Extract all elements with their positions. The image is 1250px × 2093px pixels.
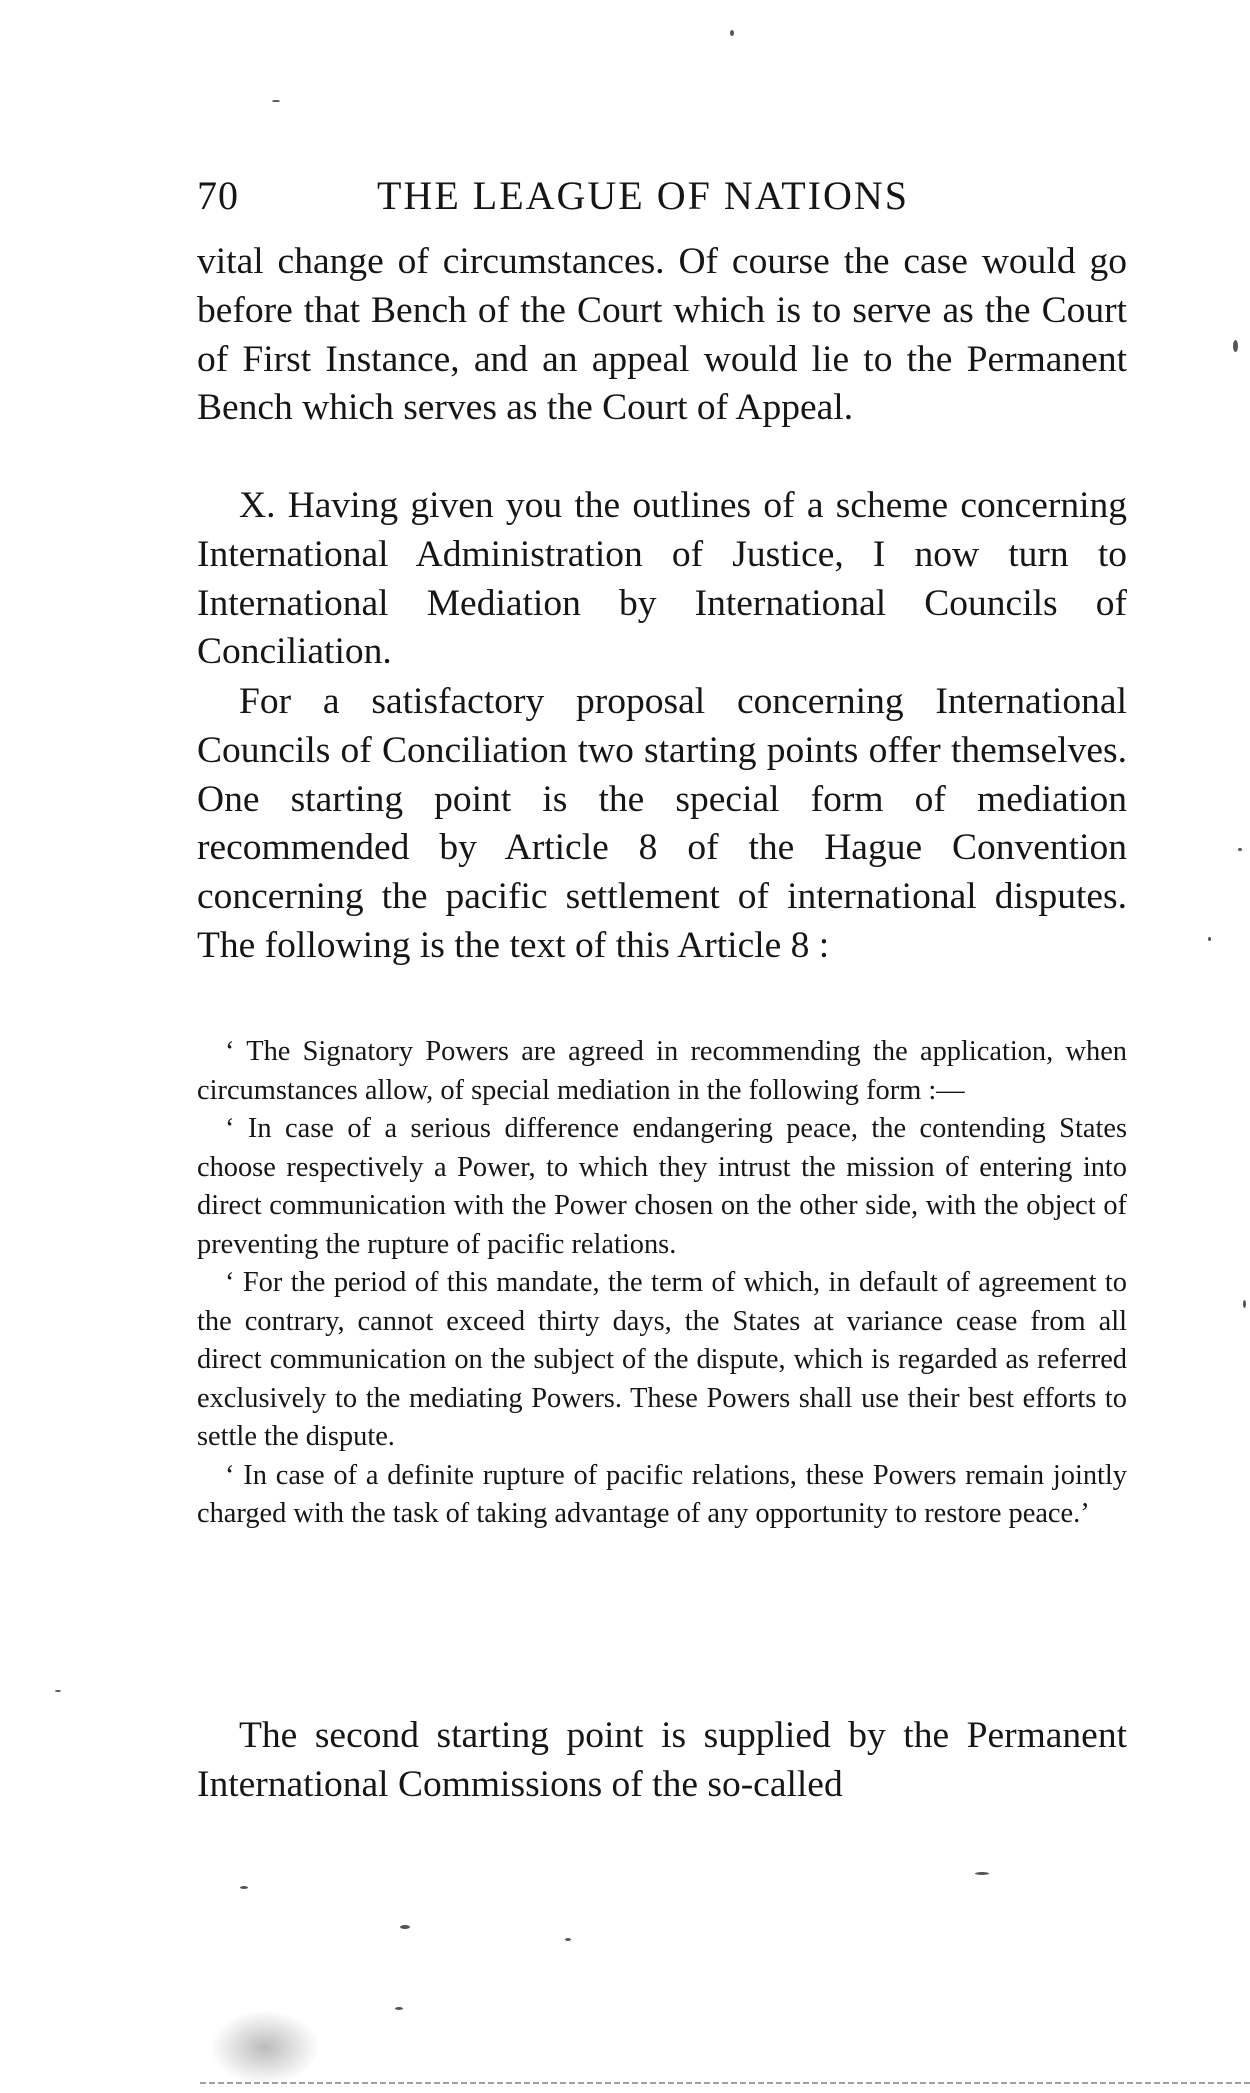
quote-paragraph: ‘ The Signatory Powers are agreed in recommending the application, when circumstances allow, of special mediation in the following form :— — [197, 1036, 1127, 1106]
scan-speck — [272, 100, 280, 102]
paragraph-continuation: vital change of circumstances. Of course the case would go before that Bench of the Court which is to serve as the Court of First Instance, and an appeal would lie to the Permanent Bench which serves as the Court of Appeal. — [197, 241, 1127, 429]
quote-paragraph: ‘ In case of a definite rupture of pacific relations, these Powers remain jointly charged with the task of taking advantage of any opportunity to restore peace.’ — [197, 1459, 1127, 1529]
quote-paragraph: ‘ For the period of this mandate, the term of which, in default of agreement to the contrary, cannot exceed thirty days, the States at variance cease from all direct communication on the subject of the dispute, which is regarded as referred exclusively to the mediating Powers. These Powers shall use their best efforts to settle the dispute. — [197, 1267, 1127, 1452]
scan-speck — [1208, 937, 1211, 941]
article-8-quotation — [197, 1033, 1127, 1534]
scan-speck — [400, 1925, 410, 1929]
paragraph-starting-points: For a satisfactory proposal concerning International Councils of Conciliation two starting points offer themselves. One starting point is the special form of mediation recommended by Article 8 of the Hague Convention concerning the pacific settlement of international disputes. The following is the text of this Article 8 : — [197, 681, 1127, 966]
scan-speck — [565, 1938, 571, 1941]
scan-speck — [975, 1872, 989, 1875]
running-head: THE LEAGUE OF NATIONS — [377, 173, 909, 218]
scan-speck — [1233, 340, 1238, 352]
scan-speck — [240, 1886, 248, 1889]
page-header — [197, 166, 1127, 226]
scan-speck — [1243, 1300, 1246, 1308]
page-number: 70 — [197, 173, 239, 218]
scan-speck — [55, 1690, 61, 1692]
scan-smudge — [210, 2010, 320, 2085]
scan-speck — [1238, 848, 1242, 851]
scan-speck — [395, 2007, 403, 2010]
quote-paragraph: ‘ In case of a serious difference endangering peace, the contending States choose respectively a Power, to which they intrust the mission of entering into direct communication with the Power chosen on the other side, with the object of preventing the rupture of pacific relations. — [197, 1113, 1127, 1260]
paragraph-section-x: X. Having given you the outlines of a scheme concerning International Administration of Justice, I now turn to International Mediation by International Councils of Conciliation. — [197, 485, 1127, 673]
page-edge-line — [200, 2082, 1250, 2084]
scan-speck — [730, 30, 734, 36]
paragraph-second-starting-point: The second starting point is supplied by the Permanent International Commissions of the so-called — [197, 1715, 1127, 1805]
